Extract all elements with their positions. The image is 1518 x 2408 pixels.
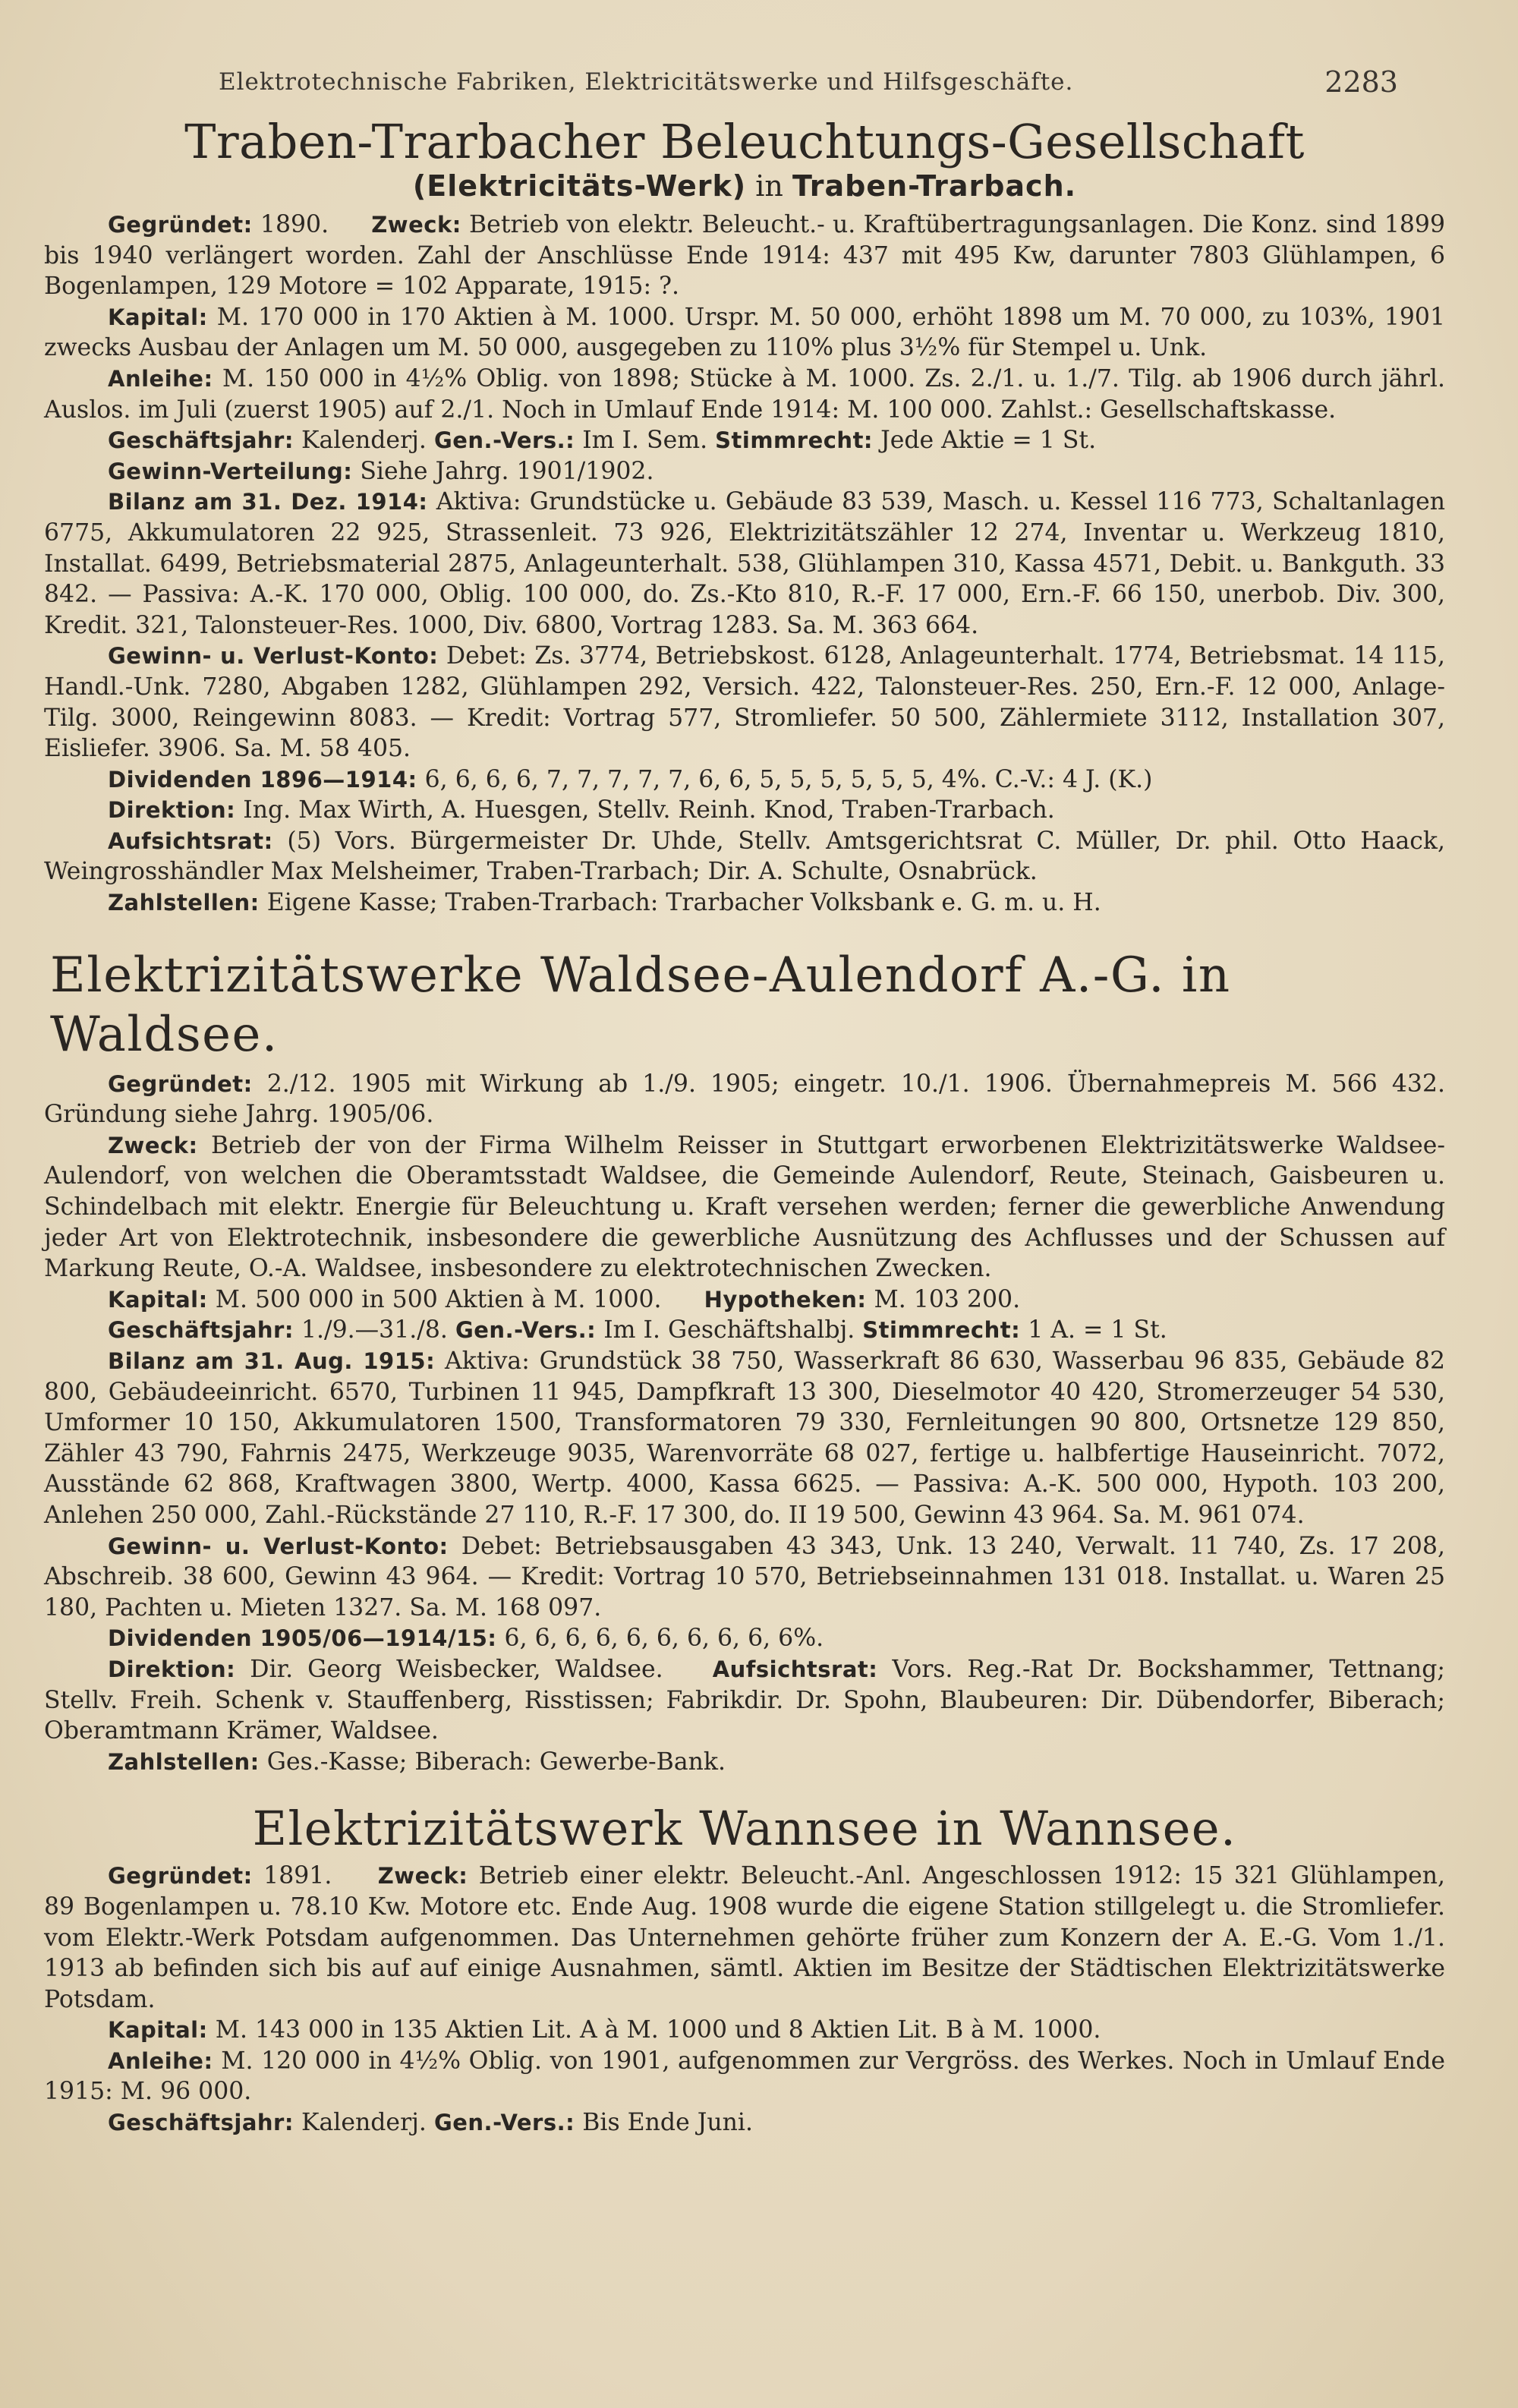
- entry-direktion: [44, 795, 1445, 826]
- entry-text: (5) Vors. Bürgermeister Dr. Uhde, Stellv. Amtsgerichtsrat C. Müller, Dr. phil. Otto Haack, Weingrosshändler Max Melsheimer, Traben-Trarbach; Dir. A. Schulte, Osnabrück.: [44, 827, 1446, 886]
- entry-kapital: [44, 2015, 1445, 2046]
- entry-label: Geschäftsjahr:: [108, 2110, 294, 2136]
- entry-text: 1 A. = 1 St.: [1028, 1316, 1167, 1344]
- entry-bilanz: [44, 1346, 1445, 1531]
- entry-label: Gen.-Vers.:: [433, 2110, 575, 2136]
- entry-bilanz: [44, 487, 1445, 641]
- entry-gegruendet: [44, 210, 1445, 302]
- entry-gegruendet: [44, 1069, 1445, 1130]
- entry-text: M. 143 000 in 135 Aktien Lit. A à M. 1000 und 8 Aktien Lit. B à M. 1000.: [215, 2016, 1101, 2044]
- entry-text: 1890.: [260, 211, 329, 238]
- entry-text: Im I. Geschäftshalbj.: [603, 1316, 855, 1344]
- entry-text: M. 170 000 in 170 Aktien à M. 1000. Urspr. M. 50 000, erhöht 1898 um M. 70 000, zu 103%, 1901 zwecks Ausbau der Anlagen um M. 50 000, ausgegeben zu 110% plus 3½% für Stempel u. Unk.: [44, 303, 1445, 362]
- entry-label: Gegründet:: [108, 212, 253, 238]
- entry-label: Geschäftsjahr:: [108, 1317, 294, 1344]
- entry-zahlstellen: [44, 1747, 1445, 1778]
- entry-label: Stimmrecht:: [862, 1317, 1021, 1344]
- entry-anleihe: [44, 2046, 1445, 2107]
- entry-geschaeftsjahr: [44, 425, 1445, 456]
- entry-label: Kapital:: [108, 2017, 208, 2044]
- entry-label: Kapital:: [108, 304, 208, 330]
- subtitle-in: in: [755, 169, 783, 203]
- entry-label: Anleihe:: [108, 365, 213, 392]
- entry-label: Zweck:: [377, 1863, 468, 1890]
- entry-label: Zweck:: [108, 1132, 198, 1158]
- entry-direktion: [44, 1654, 1445, 1747]
- entry-text: Betrieb von elektr. Beleucht.- u. Kraftübertragungsanlagen. Die Konz. sind 1899 bis 1940 verlängert worden. Zahl der Anschlüsse Ende 1914: 437 mit 495 Kw, darunter 7803 Glühlampen, 6 Bogenlampen, 129 Motore = 102 Apparate, 1915: ?.: [44, 211, 1445, 301]
- entry-zahlstellen: [44, 887, 1445, 919]
- entry-text: Ing. Max Wirth, A. Huesgen, Stellv. Reinh. Knod, Traben-Trarbach.: [243, 796, 1055, 824]
- entry-label: Bilanz am 31. Aug. 1915:: [108, 1348, 436, 1374]
- company-title: Traben-Trarbacher Beleuchtungs-Gesellschaft: [184, 114, 1305, 169]
- entry-gegruendet: [44, 1861, 1445, 2015]
- subtitle-part: (Elektricitäts-Werk): [412, 169, 747, 203]
- entry-text: Betrieb einer elektr. Beleucht.-Anl. Angeschlossen 1912: 15 321 Glühlampen, 89 Bogenlampen u. 78.10 Kw. Motore etc. Ende Aug. 1908 wurde die eigene Station stillgelegt u. die Stromliefer. vom Elektr.-Werk Potsdam aufgenommen. Das Unternehmen gehörte früher zum Konzern der A. E.-G. Vom 1./1. 1913 ab befinden sich bis auf auf einige Ausnahmen, sämtl. Aktien im Besitze der Städtischen Elektrizitätswerke Potsdam.: [44, 1862, 1446, 2013]
- entry-dividenden: [44, 1623, 1445, 1654]
- entry-label: Zahlstellen:: [108, 890, 260, 916]
- entry-geschaeftsjahr: [44, 1315, 1445, 1346]
- entry-text: Kalenderj.: [301, 2109, 427, 2137]
- entry-label: Gen.-Vers.:: [433, 427, 575, 454]
- entry-text: Vors. Reg.-Rat Dr. Bockshammer, Tettnang; Stellv. Freih. Schenk v. Stauffenberg, Risstissen; Fabrikdir. Dr. Spohn, Blaubeuren: Dir. Dübendorfer, Biberach; Oberamtmann Krämer, Waldsee.: [44, 1655, 1445, 1745]
- entry-aufsichtsrat: [44, 826, 1445, 887]
- company-waldsee-aulendorf: [44, 946, 1445, 1778]
- entry-label: Stimmrecht:: [715, 427, 874, 454]
- entry-text: Aktiva: Grundstück 38 750, Wasserkraft 86 630, Wasserbau 96 835, Gebäude 82 800, Gebäudeeinricht. 6570, Turbinen 11 945, Dampfkraft 13 300, Dieselmotor 40 420, Stromerzeuger 54 530, Umformer 10 150, Akkumulatoren 1500, Transformatoren 79 330, Fernleitungen 90 800, Ortsnetze 129 850, Zähler 43 790, Fahrnis 2475, Werkzeuge 9035, Warenvorräte 68 027, fertige u. halbfertige Hauseinricht. 7072, Ausstände 62 868, Kraftwagen 3800, Wertp. 4000, Kassa 6625. — Passiva: A.-K. 500 000, Hypoth. 103 200, Anlehen 250 000, Zahl.-Rückstände 27 110, R.-F. 17 300, do. II 19 500, Gewinn 43 964. Sa. M. 961 074.: [44, 1347, 1445, 1529]
- entry-text: Jede Aktie = 1 St.: [880, 427, 1097, 455]
- entry-zweck: [44, 1130, 1445, 1284]
- entry-kapital: [44, 1284, 1445, 1316]
- company-traben-trarbach: [44, 114, 1445, 919]
- entry-text: Debet: Betriebsausgaben 43 343, Unk. 13 240, Verwalt. 11 740, Zs. 17 208, Abschreib. 38 600, Gewinn 43 964. — Kredit: Vortrag 10 570, Betriebseinnahmen 131 018. Installat. u. Waren 25 180, Pachten u. Mieten 1327. Sa. M. 168 097.: [44, 1532, 1446, 1622]
- entry-text: Siehe Jahrg. 1901/1902.: [360, 457, 654, 485]
- entry-text: Aktiva: Grundstücke u. Gebäude 83 539, Masch. u. Kessel 116 773, Schaltanlagen 6775, Akkumulatoren 22 925, Strassenleit. 73 926, Elektrizitätszähler 12 274, Inventar u. Werkzeug 1810, Installat. 6499, Betriebsmaterial 2875, Anlageunterhalt. 538, Glühlampen 310, Kassa 4571, Debit. u. Bankguth. 33 842. — Passiva: A.-K. 170 000, Oblig. 100 000, do. Zs.-Kto 810, R.-F. 17 000, Ern.-F. 66 150, unerbob. Div. 300, Kredit. 321, Talonsteuer-Res. 1000, Div. 6800, Vortrag 1283. Sa. M. 363 664.: [44, 488, 1445, 639]
- entry-label: Gegründet:: [108, 1863, 253, 1890]
- entry-label: Dividenden 1905/06—1914/15:: [108, 1625, 497, 1652]
- entry-text: 6, 6, 6, 6, 6, 6, 6, 6, 6, 6%.: [504, 1625, 824, 1653]
- entry-text: M. 500 000 in 500 Aktien à M. 1000.: [215, 1285, 662, 1313]
- entry-label: Zahlstellen:: [108, 1748, 260, 1775]
- entry-gewinn-verlust: [44, 1531, 1445, 1624]
- entry-text: 1891.: [263, 1862, 332, 1890]
- entry-text: Eigene Kasse; Traben-Trarbach: Trarbacher Volksbank e. G. m. u. H.: [266, 889, 1101, 917]
- entry-text: M. 120 000 in 4½% Oblig. von 1901, aufgenommen zur Vergröss. des Werkes. Noch in Umlauf Ende 1915: M. 96 000.: [44, 2047, 1445, 2106]
- page-number: 2283: [1324, 65, 1398, 99]
- subtitle-place: Traben-Trarbach.: [792, 169, 1077, 203]
- company-title: Elektrizitätswerk Wannsee in Wannsee.: [252, 1801, 1237, 1857]
- entry-anleihe: [44, 364, 1445, 425]
- entry-text: Debet: Zs. 3774, Betriebskost. 6128, Anlageunterhalt. 1774, Betriebsmat. 14 115, Handl.-Unk. 7280, Abgaben 1282, Glühlampen 292, Versich. 422, Talonsteuer-Res. 250, Ern.-F. 12 000, Anlage-Tilg. 3000, Reingewinn 8083. — Kredit: Vortrag 577, Stromliefer. 50 500, Zählermiete 3112, Installation 307, Eisliefer. 3906. Sa. M. 58 405.: [44, 642, 1446, 763]
- entry-geschaeftsjahr: [44, 2107, 1445, 2139]
- entry-text: Im I. Sem.: [582, 427, 708, 455]
- entry-gewinn-verlust: [44, 641, 1445, 764]
- running-header: [44, 65, 1445, 114]
- entry-label: Aufsichtsrat:: [108, 827, 273, 854]
- entry-text: 2./12. 1905 mit Wirkung ab 1./9. 1905; eingetr. 10./1. 1906. Übernahmepreis M. 566 432. Gründung siehe Jahrg. 1905/06.: [44, 1070, 1445, 1129]
- entry-label: Gewinn- u. Verlust-Konto:: [108, 643, 439, 670]
- entry-kapital: [44, 302, 1445, 364]
- running-title: Elektrotechnische Fabriken, Elektricitätswerke und Hilfsgeschäfte.: [219, 68, 1074, 96]
- entry-text: M. 150 000 in 4½% Oblig. von 1898; Stücke à M. 1000. Zs. 2./1. u. 1./7. Tilg. ab 1906 durch jährl. Auslos. im Juli (zuerst 1905) auf 2./1. Noch in Umlauf Ende 1914: M. 100 000. Zahlst.: Gesellschaftskasse.: [44, 364, 1445, 424]
- entry-label: Aufsichtsrat:: [712, 1656, 878, 1682]
- entry-label: Direktion:: [108, 797, 236, 824]
- company-wannsee: [44, 1800, 1445, 2138]
- entry-label: Gen.-Vers.:: [455, 1317, 597, 1344]
- entry-label: Gegründet:: [108, 1070, 253, 1097]
- entry-label: Direktion:: [108, 1656, 236, 1682]
- entry-gewinn-verteilung: [44, 456, 1445, 487]
- entry-label: Bilanz am 31. Dez. 1914:: [108, 489, 428, 515]
- entry-dividenden: [44, 764, 1445, 796]
- entry-label: Gewinn-Verteilung:: [108, 458, 353, 484]
- entry-text: Kalenderj.: [301, 427, 427, 455]
- entry-text: Betrieb der von der Firma Wilhelm Reisser in Stuttgart erworbenen Elektrizitätswerke Waldsee-Aulendorf, von welchen die Oberamtsstadt Waldsee, die Gemeinde Aulendorf, Reute, Steinach, Gaisbeuren u. Schindelbach mit elektr. Energie für Beleuchtung u. Kraft versehen werden; ferner die gewerbliche Anwendung jeder Art von Elektrotechnik, insbesondere die gewerbliche Ausnützung des Achflusses und der Schussen auf Markung Reute, O.-A. Waldsee, insbesondere zu elektrotechnischen Zwecken.: [44, 1131, 1446, 1283]
- entry-text: M. 103 200.: [874, 1285, 1021, 1313]
- entry-text: 6, 6, 6, 6, 7, 7, 7, 7, 7, 6, 6, 5, 5, 5, 5, 5, 5, 4%. C.-V.: 4 J. (K.): [424, 765, 1153, 793]
- entry-text: 1./9.—31./8.: [301, 1316, 448, 1344]
- entry-label: Zweck:: [371, 212, 461, 238]
- entry-label: Hypotheken:: [704, 1286, 867, 1313]
- company-subtitle: [44, 169, 1445, 203]
- entry-label: Kapital:: [108, 1286, 208, 1313]
- entry-label: Gewinn- u. Verlust-Konto:: [108, 1533, 449, 1559]
- entry-label: Dividenden 1896—1914:: [108, 766, 417, 793]
- entry-text: Bis Ende Juni.: [582, 2109, 754, 2137]
- entry-label: Anleihe:: [108, 2047, 213, 2074]
- company-title: Elektrizitätswerke Waldsee-Aulendorf A.-G. in Waldsee.: [50, 947, 1231, 1063]
- entry-text: Dir. Georg Weisbecker, Waldsee.: [250, 1655, 663, 1683]
- entry-label: Geschäftsjahr:: [108, 427, 294, 454]
- entry-text: Ges.-Kasse; Biberach: Gewerbe-Bank.: [266, 1748, 726, 1776]
